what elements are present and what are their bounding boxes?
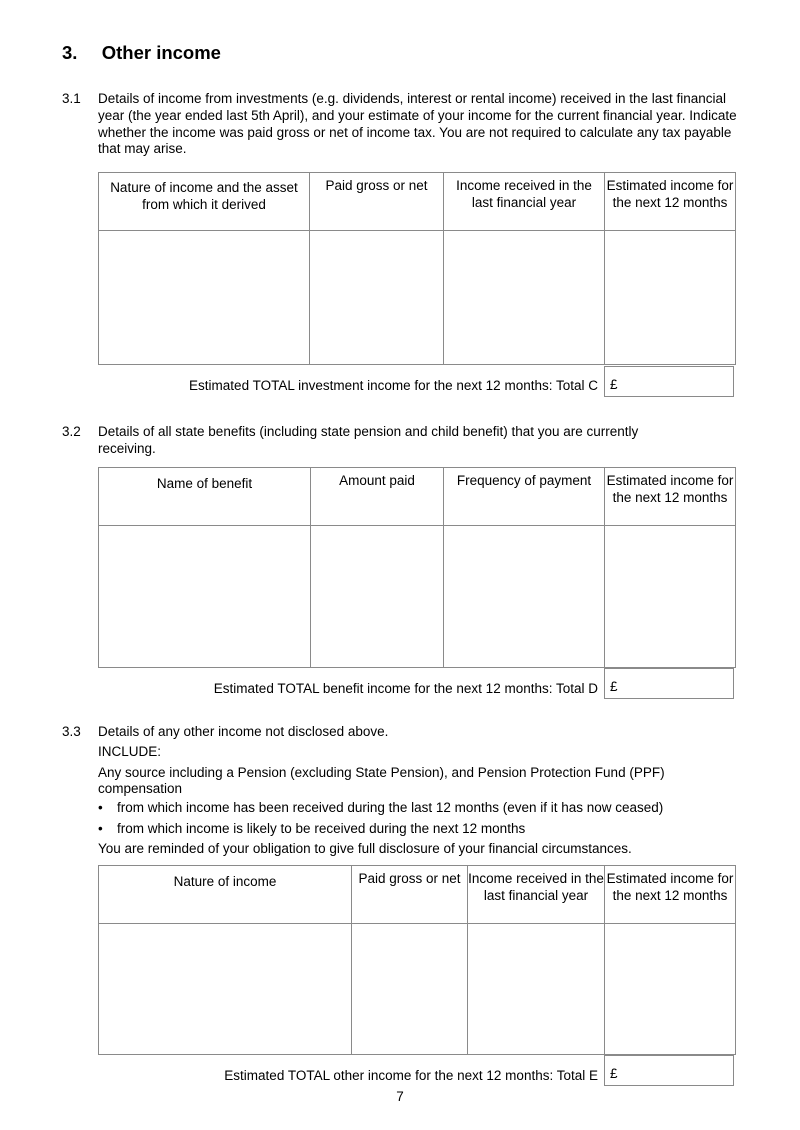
- input-cell[interactable]: [444, 231, 605, 365]
- s32-number: 3.2: [62, 424, 81, 439]
- total-c-label: Estimated TOTAL investment income for the next 12 months: Total C: [189, 378, 598, 393]
- currency-symbol: £: [610, 377, 618, 392]
- s33-description: [98, 724, 738, 858]
- s33-line4: You are reminded of your obligation to give full disclosure of your financial circumstances.: [98, 840, 632, 856]
- column-header: Name of benefit: [99, 468, 311, 526]
- table-header-row: [99, 468, 736, 526]
- column-header: Paid gross or net: [352, 866, 468, 924]
- input-cell[interactable]: [605, 924, 736, 1055]
- s33-bullet-list: [98, 800, 738, 838]
- s31-text: Details of income from investments (e.g. dividends, interest or rental income) received in the last financial year (the year ended last 5th April), and your estimate of your income for the current financial year. Indicate whether the income was paid gross or net of income tax. You are not required to calculate any tax payable that may arise.: [98, 91, 737, 157]
- input-cell[interactable]: [444, 526, 605, 668]
- column-header: Estimated income for the next 12 months: [605, 866, 736, 924]
- column-header: Income received in the last financial year: [468, 866, 605, 924]
- s32-text: Details of all state benefits (including state pension and child benefit) that you are currently receiving.: [98, 424, 639, 456]
- total-e-field[interactable]: [604, 1055, 734, 1086]
- total-d-label: Estimated TOTAL benefit income for the next 12 months: Total D: [213, 681, 598, 696]
- total-c-field[interactable]: [604, 366, 734, 397]
- input-cell[interactable]: [311, 526, 444, 668]
- section-number: 3.: [62, 42, 78, 63]
- section-title-text: Other income: [101, 42, 221, 63]
- column-header: Nature of income: [99, 866, 352, 924]
- input-cell[interactable]: [605, 526, 736, 668]
- table-header-row: [99, 173, 736, 231]
- total-e-label: Estimated TOTAL other income for the next 12 months: Total E: [224, 1068, 598, 1083]
- list-item: • from which income is likely to be received during the next 12 months: [98, 821, 738, 838]
- s33-line1: Details of any other income not disclosed above.: [98, 724, 389, 739]
- table-row: [99, 231, 736, 365]
- s32-description: [98, 424, 698, 458]
- column-header: Amount paid: [311, 468, 444, 526]
- column-header: Estimated income for the next 12 months: [605, 173, 736, 231]
- s31-description: [98, 91, 738, 158]
- benefits-table: [98, 467, 736, 668]
- table-row: [99, 526, 736, 668]
- s33-number: 3.3: [62, 724, 81, 739]
- input-cell[interactable]: [310, 231, 444, 365]
- s33-line2: INCLUDE:: [98, 743, 162, 759]
- column-header: Nature of income and the asset from which it derived: [99, 173, 310, 231]
- input-cell[interactable]: [99, 231, 310, 365]
- section-title: [62, 42, 221, 64]
- input-cell[interactable]: [99, 526, 311, 668]
- column-header: Income received in the last financial year: [444, 173, 605, 231]
- currency-symbol: £: [610, 679, 618, 694]
- column-header: Estimated income for the next 12 months: [605, 468, 736, 526]
- page-number: 7: [396, 1089, 404, 1104]
- table-row: [99, 924, 736, 1055]
- other-income-table: [98, 865, 736, 1055]
- input-cell[interactable]: [352, 924, 468, 1055]
- column-header: Paid gross or net: [310, 173, 444, 231]
- input-cell[interactable]: [99, 924, 352, 1055]
- s33-line3: Any source including a Pension (excluding State Pension), and Pension Protection Fund (PPF) compensation: [98, 764, 665, 797]
- investment-income-table: [98, 172, 736, 365]
- list-item: • from which income has been received during the last 12 months (even if it has now ceased): [98, 800, 738, 817]
- table-header-row: [99, 866, 736, 924]
- currency-symbol: £: [610, 1066, 618, 1081]
- total-d-field[interactable]: [604, 668, 734, 699]
- input-cell[interactable]: [605, 231, 736, 365]
- s31-number: 3.1: [62, 91, 81, 106]
- input-cell[interactable]: [468, 924, 605, 1055]
- column-header: Frequency of payment: [444, 468, 605, 526]
